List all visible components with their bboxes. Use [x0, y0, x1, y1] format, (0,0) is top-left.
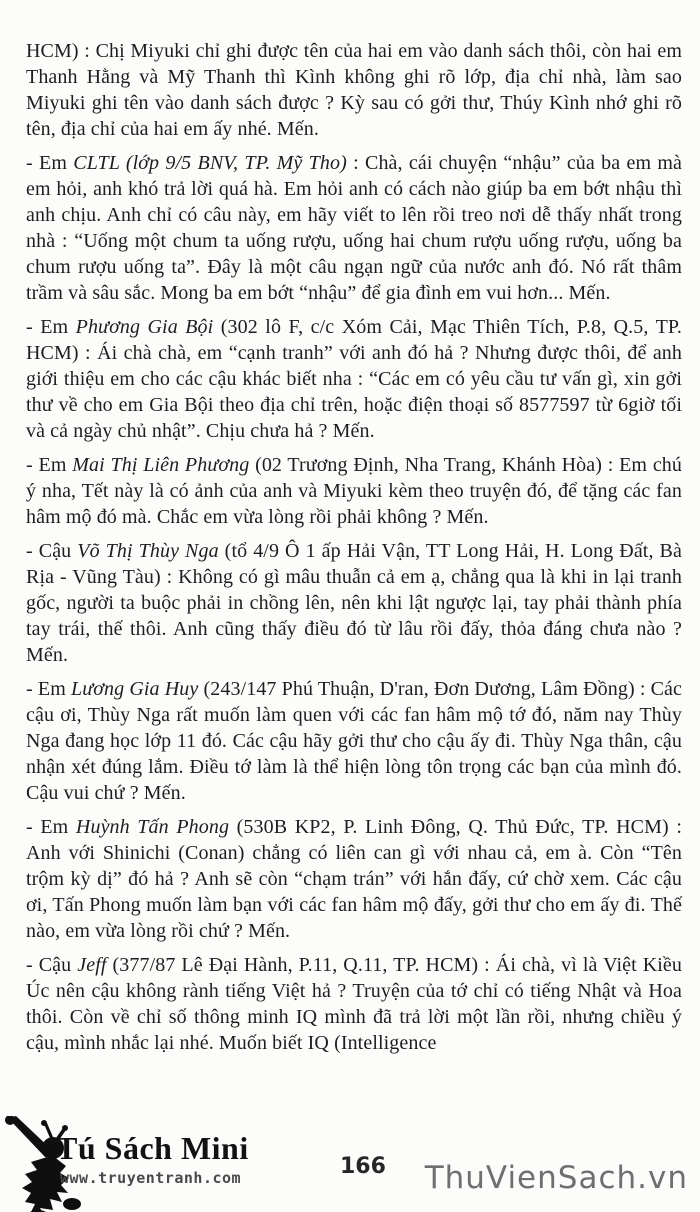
- letter-paragraph: [26, 452, 682, 530]
- page-number: 166: [340, 1154, 386, 1179]
- letter-paragraph: [26, 538, 682, 668]
- page-footer: [0, 1112, 700, 1212]
- letter-paragraph: [26, 314, 682, 444]
- letter-text: - Em: [26, 816, 76, 838]
- sender-name: Võ Thị Thùy Nga: [77, 540, 219, 562]
- sender-name: Mai Thị Liên Phương: [72, 454, 250, 476]
- sender-name: Huỳnh Tấn Phong: [75, 816, 230, 838]
- letter-text: - Cậu: [26, 540, 78, 562]
- letter-text: (tổ 4/9 Ô 1 ấp Hải Vận, TT Long Hải, H. Long Đất, Bà Rịa - Vũng Tàu) : Không có gì mâu thuẫn cả em ạ, chẳng qua là khi in lại tranh gốc, người ta buộc phải in chồng lên, nên khi lật ngược lại, tay phải thành phía tay trái, thế thôi. Anh cũng thấy điều đó từ lâu rồi đấy, thỏa đáng chưa nào ? Mến.: [26, 540, 682, 666]
- letters-column: [26, 38, 682, 1064]
- letter-text: (243/147 Phú Thuận, D'ran, Đơn Dương, Lâm Đồng) : Các cậu ơi, Thùy Nga rất muốn làm quen với các fan hâm mộ tớ đó, năm nay Thùy Nga đang học lớp 11 đó. Các cậu hãy gởi thư cho cậu ấy đi. Thùy Nga thân, cậu nhận xét đúng lắm. Điều tớ làm là thể hiện lòng tôn trọng các bạn của mình đó. Cậu vui chứ ? Mến.: [26, 678, 683, 804]
- letter-text: HCM) : Chị Miyuki chỉ ghi được tên của hai em vào danh sách thôi, còn hai em Thanh Hằng và Mỹ Thanh thì Kình không ghi rõ lớp, địa chỉ nhà, làm sao Miyuki ghi tên vào danh sách được ? Kỳ sau có gởi thư, Thúy Kình nhớ ghi rõ tên, địa chỉ của hai em ấy nhé. Mến.: [26, 40, 682, 140]
- letter-text: - Em: [26, 678, 71, 700]
- sender-name: Phương Gia Bội: [75, 316, 214, 338]
- letter-paragraph: [26, 814, 682, 944]
- letter-text: (02 Trương Định, Nha Trang, Khánh Hòa) : Em chú ý nha, Tết này là có ảnh của anh và Miyuki kèm theo truyện đó, để tặng các fan hâm mộ đó mà. Chắc em vừa lòng rồi phải không ? Mến.: [26, 454, 682, 528]
- sender-name: CLTL (lớp 9/5 BNV, TP. Mỹ Tho): [73, 152, 347, 174]
- letter-text: : Chà, cái chuyện “nhậu” của ba em mà em hỏi, anh khó trả lời quá hà. Em hỏi anh có cách nào giúp ba em bớt nhậu thì anh chịu. Anh chỉ có câu này, em hãy viết to lên rồi treo nơi dễ thấy nhất trong nhà : “Uống một chum ta uống rượu, uống hai chum rượu uống rượu, uống ba chum rượu uống ta”. Đây là một câu ngạn ngữ của nước anh đó. Nó rất thâm trầm và sâu sắc. Mong ba em bớt “nhậu” để gia đình em vui hơn... Mến.: [26, 152, 682, 304]
- watermark-text: ThuVienSach.vn: [424, 1160, 688, 1196]
- letter-text: - Em: [26, 152, 74, 174]
- letter-text: (302 lô F, c/c Xóm Cải, Mạc Thiên Tích, P.8, Q.5, TP. HCM) : Ái chà chà, em “cạnh tranh” với anh đó hả ? Nhưng được thôi, để anh giới thiệu em cho các cậu khác biết nha : “Các em có yêu cầu tư vấn gì, xin gởi thư về cho em Gia Bội theo địa chỉ trên, hoặc điện thoại số 8577597 từ 6giờ tối và cả ngày chủ nhật”. Chịu chưa hả ? Mến.: [26, 316, 682, 442]
- letter-paragraph: [26, 150, 682, 306]
- brand-title: Tú Sách Mini: [56, 1130, 249, 1166]
- letter-paragraph: [26, 676, 682, 806]
- letter-text: (530B KP2, P. Linh Đông, Q. Thủ Đức, TP. HCM) : Anh với Shinichi (Conan) chẳng có liên can gì với nhau cả, em à. Còn “Tên trộm kỳ dị” đó hả ? Anh sẽ còn “chạm trán” với hắn đấy, cứ chờ xem. Các cậu ơi, Tấn Phong muốn làm bạn với các fan hâm mộ đấy, gởi thư cho em ấy đi. Thế nào, em vừa lòng rồi chứ ? Mến.: [26, 816, 682, 942]
- letter-paragraph: [26, 38, 682, 142]
- letter-text: - Em: [26, 316, 76, 338]
- sender-name: Lương Gia Huy: [71, 678, 199, 700]
- letter-text: - Cậu: [26, 954, 78, 976]
- letter-text: (377/87 Lê Đại Hành, P.11, Q.11, TP. HCM) : Ái chà, vì là Việt Kiều Úc nên cậu không rành tiếng Việt hả ? Truyện của tớ chỉ có tiếng Nhật và Hoa thôi. Còn về chỉ số thông minh IQ mình đã trả lời một lần rồi, nhưng chiều ý cậu, mình nhắc lại nhé. Muốn biết IQ (Intelligence: [26, 954, 682, 1054]
- brand-website-url: www.truyentranh.com: [60, 1169, 242, 1187]
- sender-name: Jeff: [77, 954, 107, 976]
- letter-paragraph: [26, 952, 682, 1056]
- letter-text: - Em: [26, 454, 73, 476]
